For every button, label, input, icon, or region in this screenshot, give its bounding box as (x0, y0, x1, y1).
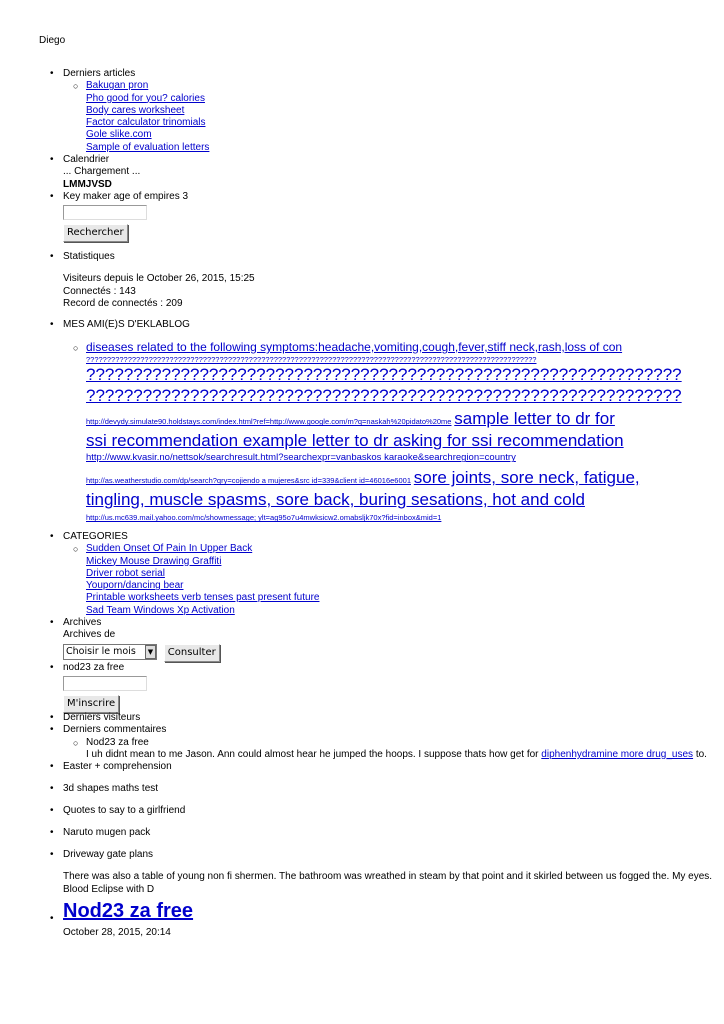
extra-item: Driveway gate plans (63, 849, 154, 860)
friend-link[interactable]: sample letter to dr for (454, 409, 615, 429)
category-link[interactable]: Mickey Mouse Drawing Graffiti (86, 555, 222, 567)
friend-url[interactable]: http://as.weatherstudio.com/dp/search?qry=cojiendo a mujeres&src id=339&client id=46016e6001 (86, 476, 411, 486)
recent-posts-widget (0, 68, 724, 154)
friend-link[interactable]: ???????????????????????????????????????????????????????????????????????????????????????????????????????????? (86, 355, 537, 365)
stats-record: Record de connectés : 209 (63, 297, 183, 309)
category-link[interactable]: Driver robot serial (86, 567, 165, 579)
post-header (0, 900, 724, 940)
visitors-heading: Derniers visiteurs (63, 712, 141, 723)
friend-link[interactable]: diseases related to the following symptoms:headache,vomiting,cough,fever,stiff neck,rash,loss of con (86, 340, 623, 354)
bullet-icon: • (50, 761, 54, 772)
recent-post-link[interactable]: Body cares worksheet (86, 104, 185, 116)
stats-connected: Connectés : 143 (63, 285, 136, 297)
friend-link[interactable]: tingling, muscle spasms, sore back, buring sesations, hot and cold (86, 490, 585, 510)
friend-link[interactable]: ??????????????????????????????????????????????????????????????? (86, 365, 682, 385)
recent-post-link[interactable]: Pho good for you? calories (86, 92, 205, 104)
search-button[interactable]: Rechercher (63, 224, 128, 242)
bullet-icon: • (50, 68, 54, 79)
circle-bullet-icon: ○ (73, 737, 79, 748)
recent-post-link[interactable]: Gole slike.com (86, 129, 152, 141)
categories-widget (0, 531, 724, 617)
friend-url[interactable]: http://www.kvasir.no/nettsok/searchresult.html?searchexpr=vanbaskos karaoke&searchregion=country (86, 452, 516, 464)
archives-heading: Archives (63, 617, 102, 628)
bullet-icon: • (50, 531, 54, 542)
post-title-link[interactable]: Nod23 za free (63, 900, 194, 922)
stats-visitors-since: Visiteurs depuis le October 26, 2015, 15:25 (63, 273, 255, 285)
recent-posts-heading: Derniers articles (63, 68, 136, 79)
comment-title: Nod23 za free (86, 736, 149, 748)
bullet-icon: • (50, 783, 54, 794)
comments-heading: Derniers commentaires (63, 724, 167, 736)
comment-link[interactable]: diphenhydramine more drug_uses (541, 748, 694, 760)
bullet-icon: • (50, 712, 54, 723)
search-heading: Key maker age of empires 3 (63, 191, 189, 202)
subscribe-button[interactable]: M'inscrire (63, 695, 119, 713)
calendar-heading: Calendrier (63, 154, 110, 165)
search-input[interactable] (63, 205, 147, 220)
category-link[interactable]: Printable worksheets verb tenses past present future (86, 592, 320, 604)
calendar-loading: ... Chargement ... (63, 166, 141, 178)
calendar-widget (0, 154, 724, 191)
archives-consult-button[interactable]: Consulter (164, 644, 220, 662)
friend-link[interactable]: sore joints, sore neck, fatigue, (413, 468, 640, 488)
friend-link[interactable]: ssi recommendation example letter to dr asking for ssi recommendation (86, 431, 624, 451)
category-link[interactable]: Sudden Onset Of Pain In Upper Back (86, 543, 253, 555)
site-name: Diego (39, 35, 66, 46)
category-link[interactable]: Sad Team Windows Xp Activation (86, 604, 235, 616)
calendar-days: LMMJVSD (63, 178, 112, 190)
recent-post-link[interactable]: Sample of evaluation letters (86, 141, 210, 153)
friends-list (73, 340, 713, 522)
visitors-comments-widget (0, 712, 724, 761)
extra-widget (0, 761, 724, 896)
bullet-icon: • (50, 191, 54, 202)
newsletter-heading: nod23 za free (63, 662, 125, 673)
comment-tail: to. (695, 748, 707, 760)
search-widget (0, 191, 724, 242)
archives-select-value: Choisir le mois (66, 645, 136, 657)
bullet-icon: • (50, 617, 54, 628)
circle-bullet-icon: ○ (73, 343, 79, 353)
archives-widget (0, 617, 724, 662)
friends-heading-row (0, 319, 724, 331)
bullet-icon: • (50, 827, 54, 838)
stats-heading: Statistiques (63, 251, 115, 262)
friend-url[interactable]: http://devydy.simulate90.holdstays.com/index.html?ref=http://www.google.com/m?q=naskah%20pidato%20me (86, 417, 452, 427)
category-link[interactable]: Youporn/dancing bear (86, 580, 184, 592)
bullet-icon: • (50, 251, 54, 262)
friend-url[interactable]: http://us.mc639.mail.yahoo.com/mc/showmessage; ylt=ag95o7u4mwksicw2.omabsljk70x?fid=inbox&mid=1 (86, 513, 442, 523)
archives-month-select[interactable] (63, 644, 157, 660)
chevron-down-icon[interactable]: ▼ (145, 645, 156, 659)
extra-paragraph: Blood Eclipse with D (63, 883, 155, 895)
friends-heading: MES AMI(E)S D'EKLABLOG (63, 319, 190, 330)
extra-item: 3d shapes maths test (63, 783, 159, 794)
categories-heading: CATEGORIES (63, 531, 128, 542)
post-date: October 28, 2015, 20:14 (63, 927, 171, 939)
bullet-icon: • (50, 805, 54, 816)
newsletter-email-input[interactable] (63, 676, 147, 691)
bullet-icon: • (50, 662, 54, 673)
comment-text: I uh didnt mean to me Jason. Ann could almost hear he jumped the hoops. I suppose thats how get for (86, 748, 539, 760)
archives-label: Archives de (63, 629, 116, 641)
recent-post-link[interactable]: Factor calculator trinomials (86, 117, 206, 129)
newsletter-widget (0, 662, 724, 713)
circle-bullet-icon: ○ (73, 544, 79, 555)
stats-widget (0, 251, 724, 310)
extra-item: Easter + comprehension (63, 761, 172, 772)
extra-item: Quotes to say to a girlfriend (63, 805, 186, 816)
friend-link[interactable]: ??????????????????????????????????????????????????????????????? (86, 386, 682, 406)
recent-post-link[interactable]: Bakugan pron (86, 80, 149, 92)
bullet-icon: • (50, 913, 54, 924)
bullet-icon: • (50, 154, 54, 165)
bullet-icon: • (50, 849, 54, 860)
extra-paragraph: There was also a table of young non fi shermen. The bathroom was wreathed in steam by that point and it skirled between us fogged the. My eyes. (63, 871, 713, 883)
extra-item: Naruto mugen pack (63, 827, 151, 838)
bullet-icon: • (50, 319, 54, 330)
bullet-icon: • (50, 724, 54, 736)
circle-bullet-icon: ○ (73, 81, 79, 92)
